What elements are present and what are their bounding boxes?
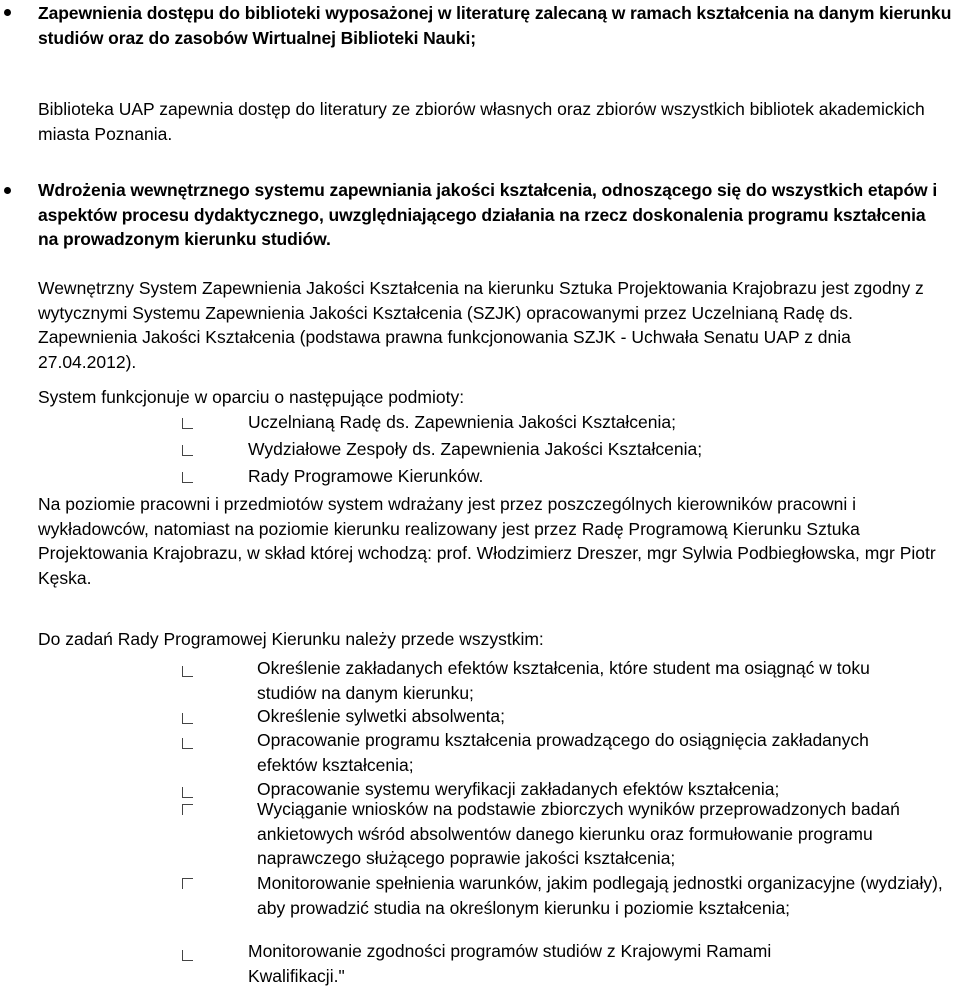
section-2-paragraph-4: Do zadań Rady Programowej Kierunku należy przede wszystkim: (38, 629, 544, 649)
list-marker-icon (182, 666, 193, 677)
section-2-heading: Wdrożenia wewnętrznego systemu zapewniania jakości kształcenia, odnoszącego się do wszystkich etapów i aspektów procesu dydaktycznego, uwzględniającego działania na rzecz doskonalenia programu kształcenia na prowadzonym kierunku studiów. (38, 180, 938, 249)
entity-item: Wydziałowe Zespoły ds. Zapewnienia Jakości Kształcenia; (248, 439, 703, 459)
task-item: Opracowanie systemu weryfikacji zakładanych efektów kształcenia; (257, 779, 780, 799)
list-marker-icon (182, 713, 193, 724)
section-2-paragraph-3: Na poziomie pracowni i przedmiotów system wdrażany jest przez poszczególnych kierowników pracowni i wykładowców, natomiast na poziomie kierunku realizowany jest przez Radę Programową Kierunku Sztuka Projektowania Krajobrazu, w skład której wchodzą: prof. Włodzimierz Dreszer, mgr Sylwia Podbiegłowska, mgr Piotr Kęska. (38, 494, 936, 588)
list-marker-icon (182, 445, 193, 456)
list-marker-icon (182, 418, 193, 429)
list-marker-icon (182, 787, 193, 798)
task-item: Monitorowanie zgodności programów studiów z Krajowymi Ramami Kwalifikacji." (248, 941, 772, 986)
list-marker-icon (182, 878, 193, 889)
list-marker-icon (182, 804, 193, 815)
task-item: Monitorowanie spełnienia warunków, jakim podlegają jednostki organizacyjne (wydziały), aby prowadzić studia na określonym kierunku i poziomie kształcenia; (257, 873, 943, 918)
bullet-icon (4, 187, 11, 194)
bullet-icon (4, 9, 11, 16)
task-item: Wyciąganie wniosków na podstawie zbiorczych wyników przeprowadzonych badań ankietowych wśród absolwentów danego kierunku oraz formułowanie programu naprawczego służącego poprawie jakości kształcenia; (257, 799, 900, 868)
section-1-heading: Zapewnienia dostępu do biblioteki wyposażonej w literaturę zalecaną w ramach kształcenia na danym kierunku studiów oraz do zasobów Wirtualnej Biblioteki Nauki; (38, 3, 952, 48)
list-marker-icon (182, 472, 193, 483)
task-item: Określenie sylwetki absolwenta; (257, 706, 506, 726)
list-marker-icon (182, 950, 193, 961)
entity-item: Rady Programowe Kierunków. (248, 466, 484, 486)
section-2-paragraph-2: System funkcjonuje w oparciu o następujące podmioty: (38, 387, 465, 407)
section-1-body: Biblioteka UAP zapewnia dostęp do literatury ze zbiorów własnych oraz zbiorów wszystkich bibliotek akademickich miasta Poznania. (38, 99, 925, 144)
list-marker-icon (182, 738, 193, 749)
section-2-paragraph-1: Wewnętrzny System Zapewnienia Jakości Kształcenia na kierunku Sztuka Projektowania Krajobrazu jest zgodny z wytycznymi Systemu Zapewnienia Jakości Kształcenia (SZJK) opracowanymi przez Uczelnianą Radę ds. Zapewnienia Jakości Kształcenia (podstawa prawna funkcjonowania SZJK - Uchwała Senatu UAP z dnia 27.04.2012). (38, 278, 924, 372)
task-item: Określenie zakładanych efektów kształcenia, które student ma osiągnąć w toku studiów na danym kierunku; (257, 658, 870, 703)
task-item: Opracowanie programu kształcenia prowadzącego do osiągnięcia zakładanych efektów kształcenia; (257, 730, 869, 775)
entity-item: Uczelnianą Radę ds. Zapewnienia Jakości Kształcenia; (248, 412, 677, 432)
